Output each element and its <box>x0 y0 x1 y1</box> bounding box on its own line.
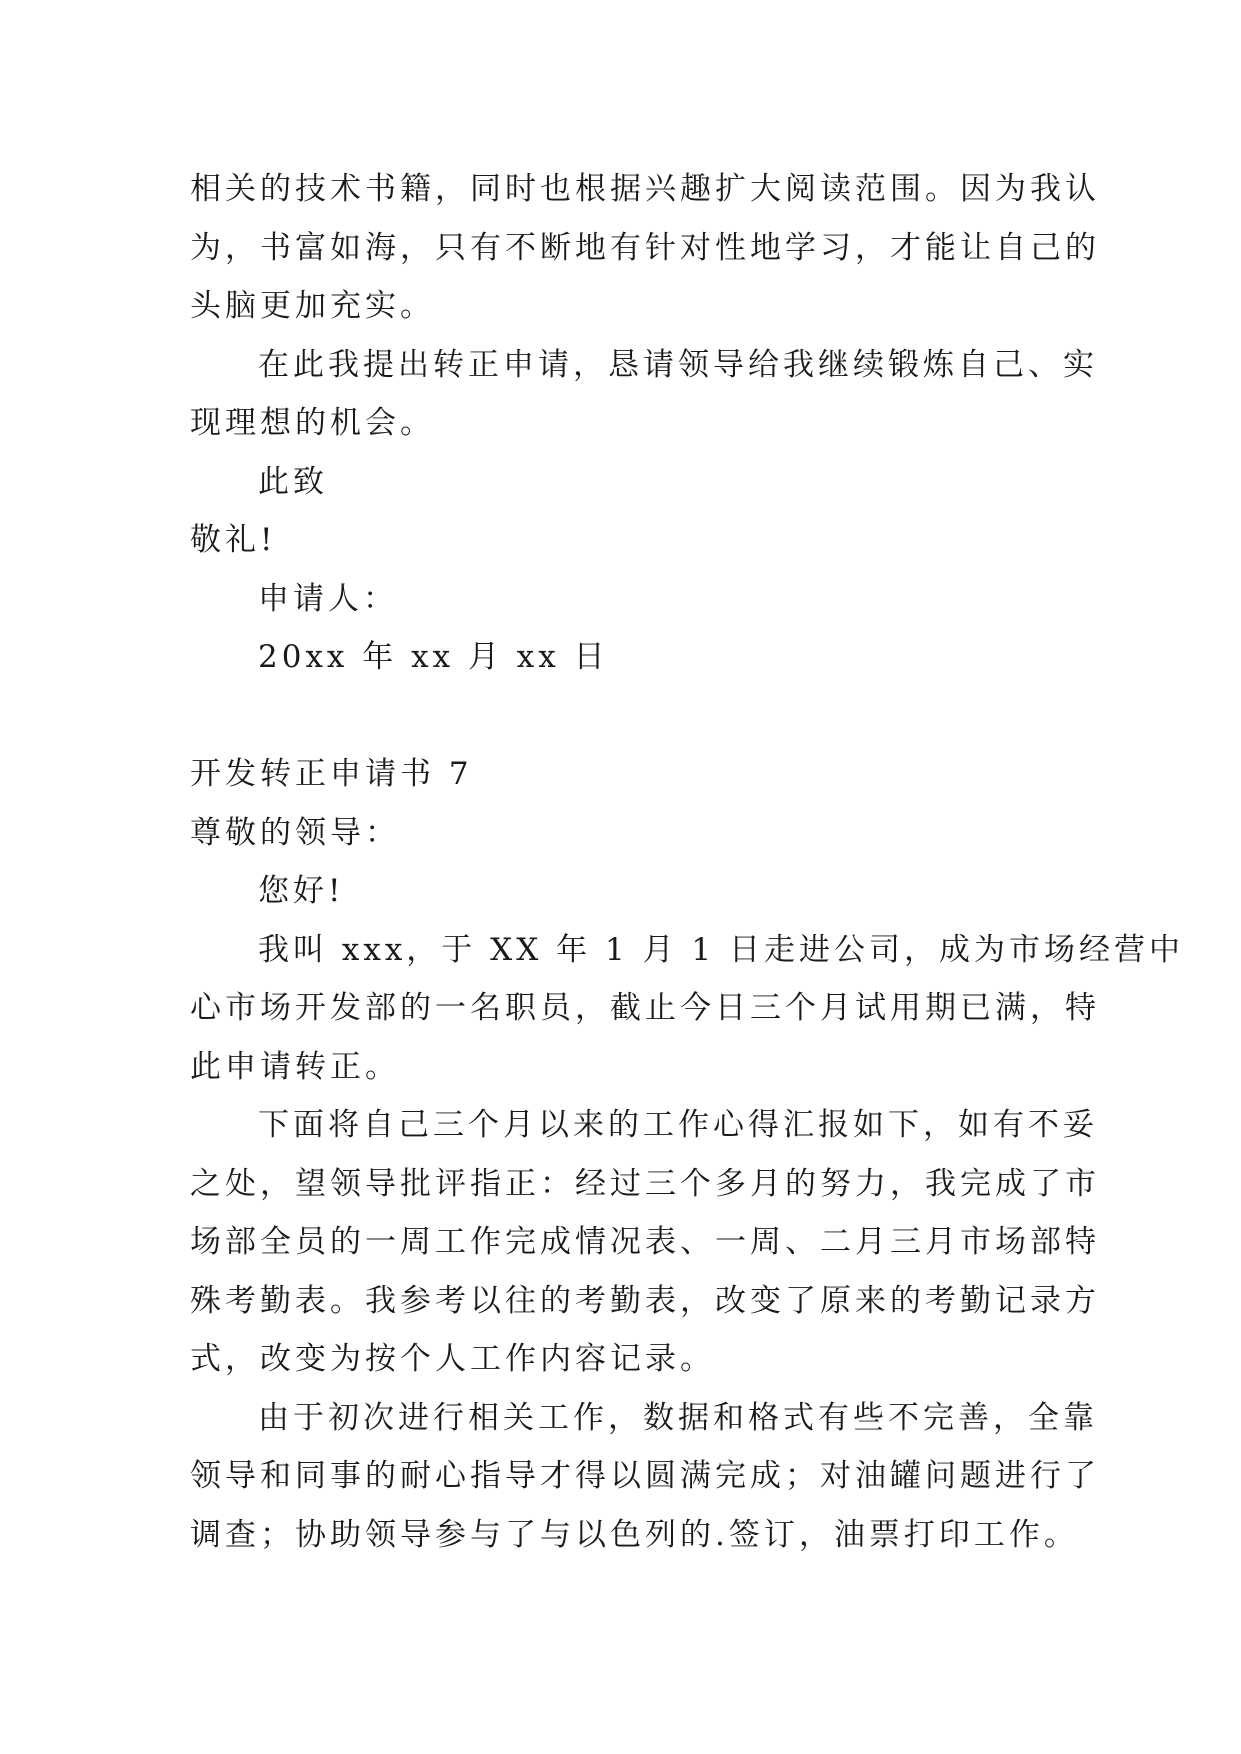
closing-salute: 此致 <box>258 463 328 500</box>
letter-greeting: 尊敬的领导： <box>190 814 400 851</box>
letter-title: 开发转正申请书 7 <box>190 756 473 792</box>
paragraph-line: 调查；协助领导参与了与以色列的.签订，油票打印工作。 <box>190 1516 1079 1553</box>
paragraph-line: 此申请转正。 <box>190 1048 400 1085</box>
letter-date: 20xx 年 xx 月 xx 日 <box>258 639 609 675</box>
paragraph-line: 式，改变为按个人工作内容记录。 <box>190 1341 715 1377</box>
applicant-label: 申请人： <box>258 580 398 617</box>
paragraph-line: 现理想的机会。 <box>190 405 435 441</box>
paragraph-line: 头脑更加充实。 <box>190 288 435 324</box>
document-body <box>190 160 1185 1564</box>
paragraph-line: 领导和同事的耐心指导才得以圆满完成；对油罐问题进行了 <box>190 1458 1100 1494</box>
closing-regards: 敬礼! <box>190 522 277 558</box>
paragraph-line: 殊考勤表。我参考以往的考勤表，改变了原来的考勤记录方 <box>190 1282 1100 1319</box>
paragraph-line: 在此我提出转正申请，恳请领导给我继续锻炼自己、实 <box>258 346 1098 383</box>
paragraph-line: 我叫 xxx，于 XX 年 1 月 1 日走进公司，成为市场经营中 <box>258 931 1185 968</box>
paragraph-line: 由于初次进行相关工作，数据和格式有些不完善，全靠 <box>258 1399 1098 1436</box>
paragraph-line: 为，书富如海，只有不断地有针对性地学习，才能让自己的 <box>190 229 1100 266</box>
paragraph-line: 相关的技术书籍，同时也根据兴趣扩大阅读范围。因为我认 <box>190 171 1100 207</box>
paragraph-line: 心市场开发部的一名职员，截止今日三个月试用期已满，特 <box>190 990 1100 1026</box>
letter-hello: 您好! <box>258 873 345 909</box>
section-spacer <box>190 687 1070 746</box>
paragraph-line: 之处，望领导批评指正：经过三个多月的努力，我完成了市 <box>190 1165 1100 1202</box>
paragraph-line: 下面将自己三个月以来的工作心得汇报如下，如有不妥 <box>258 1107 1098 1143</box>
paragraph-line: 场部全员的一周工作完成情况表、一周、二月三月市场部特 <box>190 1224 1100 1260</box>
